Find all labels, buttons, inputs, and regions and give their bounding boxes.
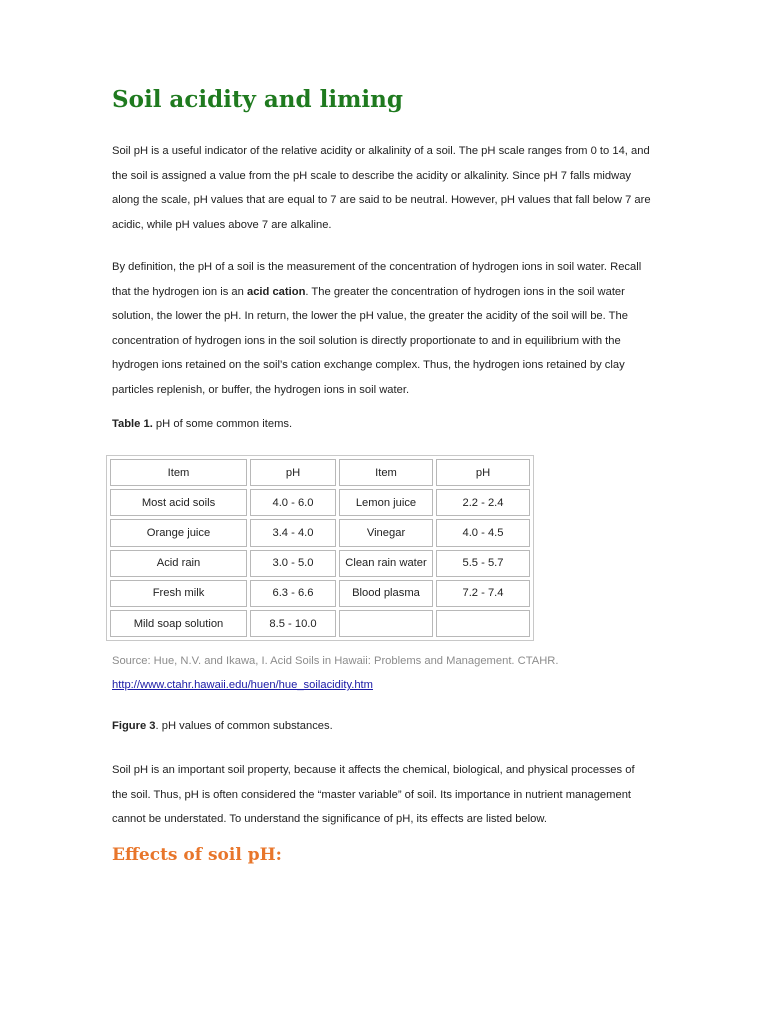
table-cell: Acid rain — [110, 550, 247, 577]
table-cell: Vinegar — [339, 519, 433, 546]
table-cell: Blood plasma — [339, 580, 433, 607]
table-cell: 5.5 - 5.7 — [436, 550, 530, 577]
acid-cation-term: acid cation — [246, 285, 306, 298]
table-cell: Clean rain water — [339, 550, 433, 577]
header-item-1: Item — [110, 459, 247, 486]
table-cell: 7.2 - 7.4 — [436, 580, 530, 607]
table-cell: 4.0 - 4.5 — [436, 519, 530, 546]
table-cell: 4.0 - 6.0 — [250, 489, 336, 516]
table-row — [110, 580, 530, 607]
table-row — [110, 610, 530, 637]
definition-paragraph — [112, 255, 652, 403]
ph-table — [106, 455, 534, 641]
header-ph-1: pH — [250, 459, 336, 486]
table-cell: Mild soap solution — [110, 610, 247, 637]
table-cell — [339, 610, 433, 637]
intro-paragraph: Soil pH is a useful indicator of the relative acidity or alkalinity of a soil. The pH scale ranges from 0 to 14, and the soil is assigned a value from the pH scale to describe the acidity or alkalinity. Since pH 7 falls midway along the scale, pH values that are equal to 7 are said to be neutral. However, pH values that fall below 7 are acidic, while pH values above 7 are alkaline. — [112, 145, 651, 231]
source-link[interactable]: http://www.ctahr.hawaii.edu/huen/hue_soilacidity.htm — [112, 679, 373, 691]
header-item-2: Item — [339, 459, 433, 486]
table-row — [110, 519, 530, 546]
definition-text-start: By definition, the pH of a soil is the measurement of the concentration of hydrogen ions in soil water. Recall that the hydrogen ion is an — [112, 261, 642, 298]
figure-caption — [112, 720, 333, 732]
table-cell — [436, 610, 530, 637]
definition-text-end: . The greater the concentration of hydrogen ions in the soil water solution, the lower the pH. In return, the lower the pH value, the greater the acidity of the soil will be. The concentration of hydrogen ions in the soil solution is directly proportionate to and in equilibrium with the hydrogen ions retained on the soil’s cation exchange complex. Thus, the hydrogen ions retained by clay particles replenish, or buffer, the hydrogen ions in soil water. — [112, 285, 628, 396]
header-ph-2: pH — [436, 459, 530, 486]
table-cell: Orange juice — [110, 519, 247, 546]
table-cell: 8.5 - 10.0 — [250, 610, 336, 637]
table-cell: Most acid soils — [110, 489, 247, 516]
table-caption — [112, 418, 292, 430]
importance-paragraph: Soil pH is an important soil property, because it affects the chemical, biological, and physical processes of the soil. Thus, pH is often considered the “master variable” of soil. Its importance in nutrient management cannot be understated. To understand the significance of pH, its effects are listed below. — [112, 764, 635, 826]
table-row — [110, 550, 530, 577]
table-row — [110, 489, 530, 516]
figure-caption-label: Figure 3 — [112, 720, 156, 732]
table-cell: Fresh milk — [110, 580, 247, 607]
table-caption-label: Table 1. — [112, 418, 153, 430]
table-cell: 3.4 - 4.0 — [250, 519, 336, 546]
table-cell: 2.2 - 2.4 — [436, 489, 530, 516]
table-caption-text: pH of some common items. — [152, 418, 293, 430]
page-title: Soil acidity and liming — [112, 86, 403, 113]
source-citation: Source: Hue, N.V. and Ikawa, I. Acid Soils in Hawaii: Problems and Management. CTAHR. — [112, 655, 559, 667]
table-header-row — [110, 459, 530, 486]
table-cell: 3.0 - 5.0 — [250, 550, 336, 577]
figure-caption-text: . pH values of common substances. — [155, 720, 333, 732]
section-heading-effects: Effects of soil pH: — [112, 845, 282, 865]
table-cell: 6.3 - 6.6 — [250, 580, 336, 607]
table-cell: Lemon juice — [339, 489, 433, 516]
